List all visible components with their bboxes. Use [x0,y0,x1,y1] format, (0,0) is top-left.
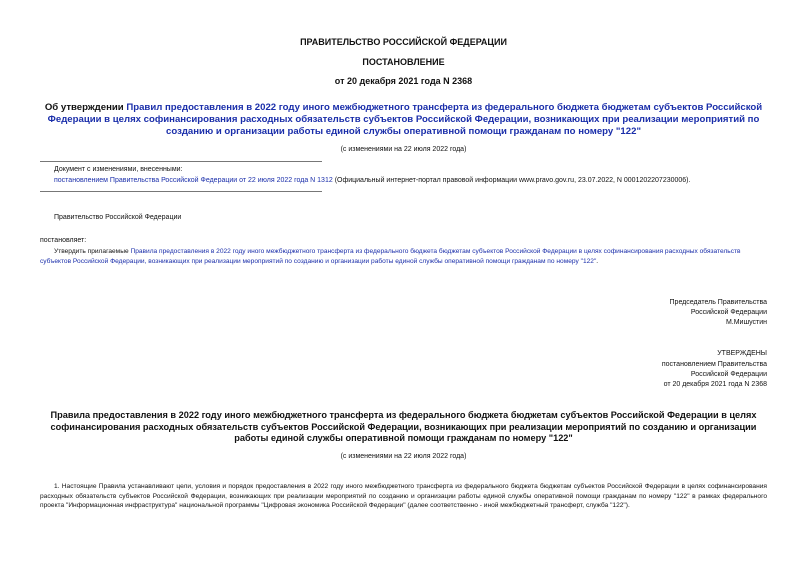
approved-country: Российской Федерации [690,371,767,378]
approve-suffix: . [596,257,599,265]
amendments-line [54,176,774,186]
divider-top [40,161,322,162]
approve-rules-link[interactable]: Правила предоставления в 2022 году иного межбюджетного трансферта из федерального бюджета бюджетам субъектов Российской Федерации в целях софинансирования расходных обязательств субъектов Российской Федерации, возникающих при реализации мероприятий по созданию и организации работы единой службы оперативной помощи гражданам по номеру "122" [40,248,741,265]
approve-prefix: Утвердить прилагаемые [54,248,131,255]
amendment-decree-link[interactable]: постановлением Правительства Российской Федерации от 22 июля 2022 года N 1312 [54,177,333,184]
signature-position: Председатель Правительства [669,299,767,306]
amendments-label: Документ с изменениями, внесенными: [54,166,183,173]
amendment-source: (Официальный интернет-портал правовой информации www.pravo.gov.ru, 23.07.2022, N 0001202207230006). [332,177,691,184]
approve-paragraph [40,247,767,266]
government-header: ПРАВИТЕЛЬСТВО РОССИЙСКОЙ ФЕДЕРАЦИИ [300,37,507,47]
document-type: ПОСТАНОВЛЕНИЕ [362,57,445,67]
document-title [40,102,767,138]
document-date-number: от 20 декабря 2021 года N 2368 [334,76,473,86]
title-rules-link[interactable]: Правил предоставления в 2022 году иного межбюджетного трансферта из федерального бюджета бюджетам субъектов Российской Федерации в целях софинансирования расходных обязательств субъектов Российской Федерации, возникающих при реализации мероприятий по созданию и организации работы единой службы оперативной помощи гражданам по номеру "122" [47,102,763,137]
signature-name: М.Мишустин [725,319,767,326]
signature-country: Российской Федерации [690,309,767,316]
title-prefix: Об утверждении [44,102,127,113]
decrees-word: постановляет: [40,237,87,244]
approved-by: постановлением Правительства [661,361,767,368]
amendment-note: (с изменениями на 22 июля 2022 года) [340,146,467,153]
rules-amendment-note: (с изменениями на 22 июля 2022 года) [340,453,467,460]
approved-date: от 20 декабря 2021 года N 2368 [663,381,767,388]
approved-heading: УТВЕРЖДЕНЫ [717,350,767,357]
rules-paragraph-1: 1. Настоящие Правила устанавливают цели, условия и порядок предоставления в 2022 году иного межбюджетного трансферта из федерального бюджета бюджетам субъектов Российской Федерации в целях софинансирования расходных обязательств субъектов Российской Федерации, возникающих при реализации мероприятий по созданию и организации работы единой службы оперативной помощи гражданам по номеру "122" в рамках федерального проекта "Информационная инфраструктура" национальной программы "Цифровая экономика Российской Федерации" (далее соответственно - иной межбюджетный трансферт, служба "122"). [40,483,767,509]
rules-title: Правила предоставления в 2022 году иного межбюджетного трансферта из федерального бюджета бюджетам субъектов Российской Федерации в целях софинансирования расходных обязательств субъектов Российской Федерации, возникающих при реализации мероприятий по созданию и организации работы единой службы оперативной помощи гражданам по номеру "122" [50,410,757,443]
government-name: Правительство Российской Федерации [54,214,182,221]
divider-bottom [40,191,322,192]
